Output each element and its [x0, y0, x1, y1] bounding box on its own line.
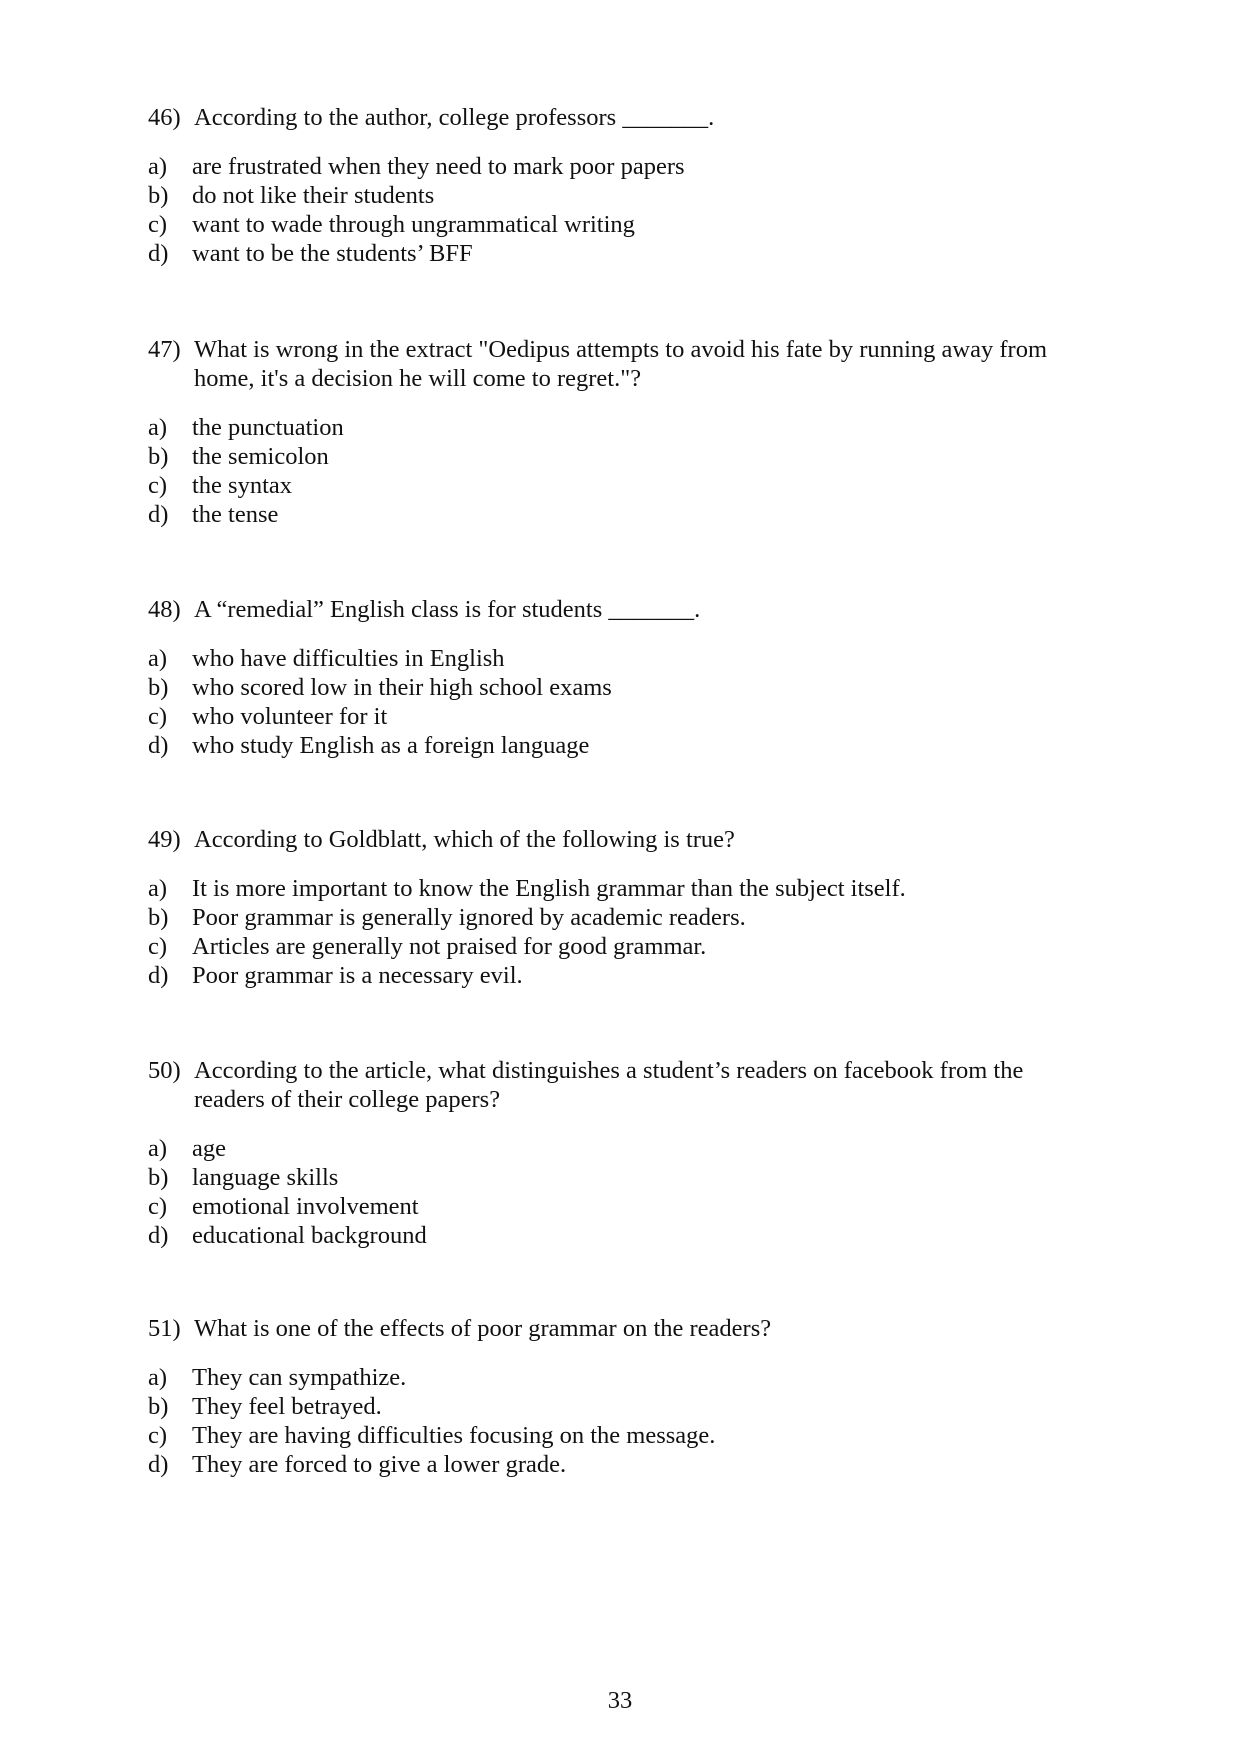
option-text: Poor grammar is generally ignored by academic readers.: [192, 904, 746, 931]
option-text: emotional involvement: [192, 1193, 419, 1220]
option-text: It is more important to know the English grammar than the subject itself.: [192, 875, 906, 902]
option-text: the punctuation: [192, 414, 344, 441]
option-letter: d): [148, 732, 169, 759]
option-letter: d): [148, 962, 169, 989]
answer-options: [148, 1134, 1088, 1250]
option-text: the tense: [192, 501, 279, 528]
option-letter: c): [148, 1193, 168, 1220]
option-letter: a): [148, 1135, 168, 1162]
option-text: who have difficulties in English: [192, 645, 505, 672]
option-d: [148, 500, 1088, 529]
question-46: [148, 103, 1088, 268]
option-d: [148, 1221, 1088, 1250]
option-c: [148, 471, 1088, 500]
option-text: who scored low in their high school exams: [192, 674, 612, 701]
option-b: [148, 181, 1088, 210]
option-letter: b): [148, 182, 169, 209]
option-letter: a): [148, 645, 168, 672]
option-letter: c): [148, 933, 168, 960]
option-text: who volunteer for it: [192, 703, 388, 730]
question-stem: [148, 1056, 1088, 1114]
question-number: 48): [148, 596, 181, 623]
page-number: 33: [607, 1687, 633, 1714]
question-48: [148, 595, 1088, 760]
question-51: [148, 1314, 1088, 1479]
option-c: [148, 210, 1088, 239]
answer-options: [148, 413, 1088, 529]
answer-options: [148, 874, 1088, 990]
option-letter: a): [148, 414, 168, 441]
option-letter: c): [148, 703, 168, 730]
option-letter: d): [148, 1222, 169, 1249]
question-47: [148, 335, 1088, 529]
option-text: age: [192, 1135, 226, 1162]
option-text: who study English as a foreign language: [192, 732, 590, 759]
option-text: They are having difficulties focusing on the message.: [192, 1422, 716, 1449]
question-stem: [148, 103, 1088, 132]
question-number: 51): [148, 1315, 181, 1342]
question-stem: [148, 1314, 1088, 1343]
option-letter: d): [148, 501, 169, 528]
option-letter: b): [148, 1164, 169, 1191]
option-c: [148, 932, 1088, 961]
option-text: want to wade through ungrammatical writing: [192, 211, 635, 238]
option-letter: d): [148, 1451, 169, 1478]
option-text: They feel betrayed.: [192, 1393, 382, 1420]
option-text: educational background: [192, 1222, 427, 1249]
question-stem: [148, 825, 1088, 854]
option-b: [148, 903, 1088, 932]
question-text: According to the author, college professors _______.: [194, 104, 715, 131]
option-b: [148, 1163, 1088, 1192]
question-number: 46): [148, 104, 181, 131]
option-letter: c): [148, 1422, 168, 1449]
option-b: [148, 673, 1088, 702]
option-letter: a): [148, 875, 168, 902]
option-text: Poor grammar is a necessary evil.: [192, 962, 523, 989]
option-text: They are forced to give a lower grade.: [192, 1451, 567, 1478]
option-letter: b): [148, 1393, 169, 1420]
option-text: do not like their students: [192, 182, 435, 209]
question-stem: [148, 335, 1088, 393]
question-text: What is one of the effects of poor grammar on the readers?: [194, 1315, 772, 1342]
option-c: [148, 1421, 1088, 1450]
question-text: According to the article, what distinguishes a student’s readers on facebook from the readers of their college papers?: [194, 1057, 1024, 1113]
question-50: [148, 1056, 1088, 1250]
option-d: [148, 1450, 1088, 1479]
option-a: [148, 413, 1088, 442]
option-text: language skills: [192, 1164, 339, 1191]
option-letter: c): [148, 211, 168, 238]
option-letter: a): [148, 153, 168, 180]
option-d: [148, 239, 1088, 268]
answer-options: [148, 1363, 1088, 1479]
option-letter: d): [148, 240, 169, 267]
option-a: [148, 152, 1088, 181]
option-letter: b): [148, 904, 169, 931]
option-a: [148, 874, 1088, 903]
option-letter: a): [148, 1364, 168, 1391]
question-stem: [148, 595, 1088, 624]
option-b: [148, 1392, 1088, 1421]
option-text: want to be the students’ BFF: [192, 240, 473, 267]
question-text: According to Goldblatt, which of the following is true?: [194, 826, 735, 853]
question-number: 50): [148, 1057, 181, 1084]
answer-options: [148, 152, 1088, 268]
option-c: [148, 1192, 1088, 1221]
option-d: [148, 961, 1088, 990]
option-a: [148, 1363, 1088, 1392]
option-letter: c): [148, 472, 168, 499]
option-text: Articles are generally not praised for good grammar.: [192, 933, 707, 960]
option-letter: b): [148, 674, 169, 701]
option-text: the syntax: [192, 472, 293, 499]
option-text: the semicolon: [192, 443, 329, 470]
option-text: They can sympathize.: [192, 1364, 407, 1391]
option-letter: b): [148, 443, 169, 470]
option-a: [148, 644, 1088, 673]
option-c: [148, 702, 1088, 731]
option-text: are frustrated when they need to mark poor papers: [192, 153, 685, 180]
option-b: [148, 442, 1088, 471]
question-text: A “remedial” English class is for students _______.: [194, 596, 701, 623]
option-a: [148, 1134, 1088, 1163]
question-49: [148, 825, 1088, 990]
question-number: 47): [148, 336, 181, 363]
answer-options: [148, 644, 1088, 760]
option-d: [148, 731, 1088, 760]
question-number: 49): [148, 826, 181, 853]
question-text: What is wrong in the extract "Oedipus attempts to avoid his fate by running away from home, it's a decision he will come to regret."?: [194, 336, 1048, 392]
